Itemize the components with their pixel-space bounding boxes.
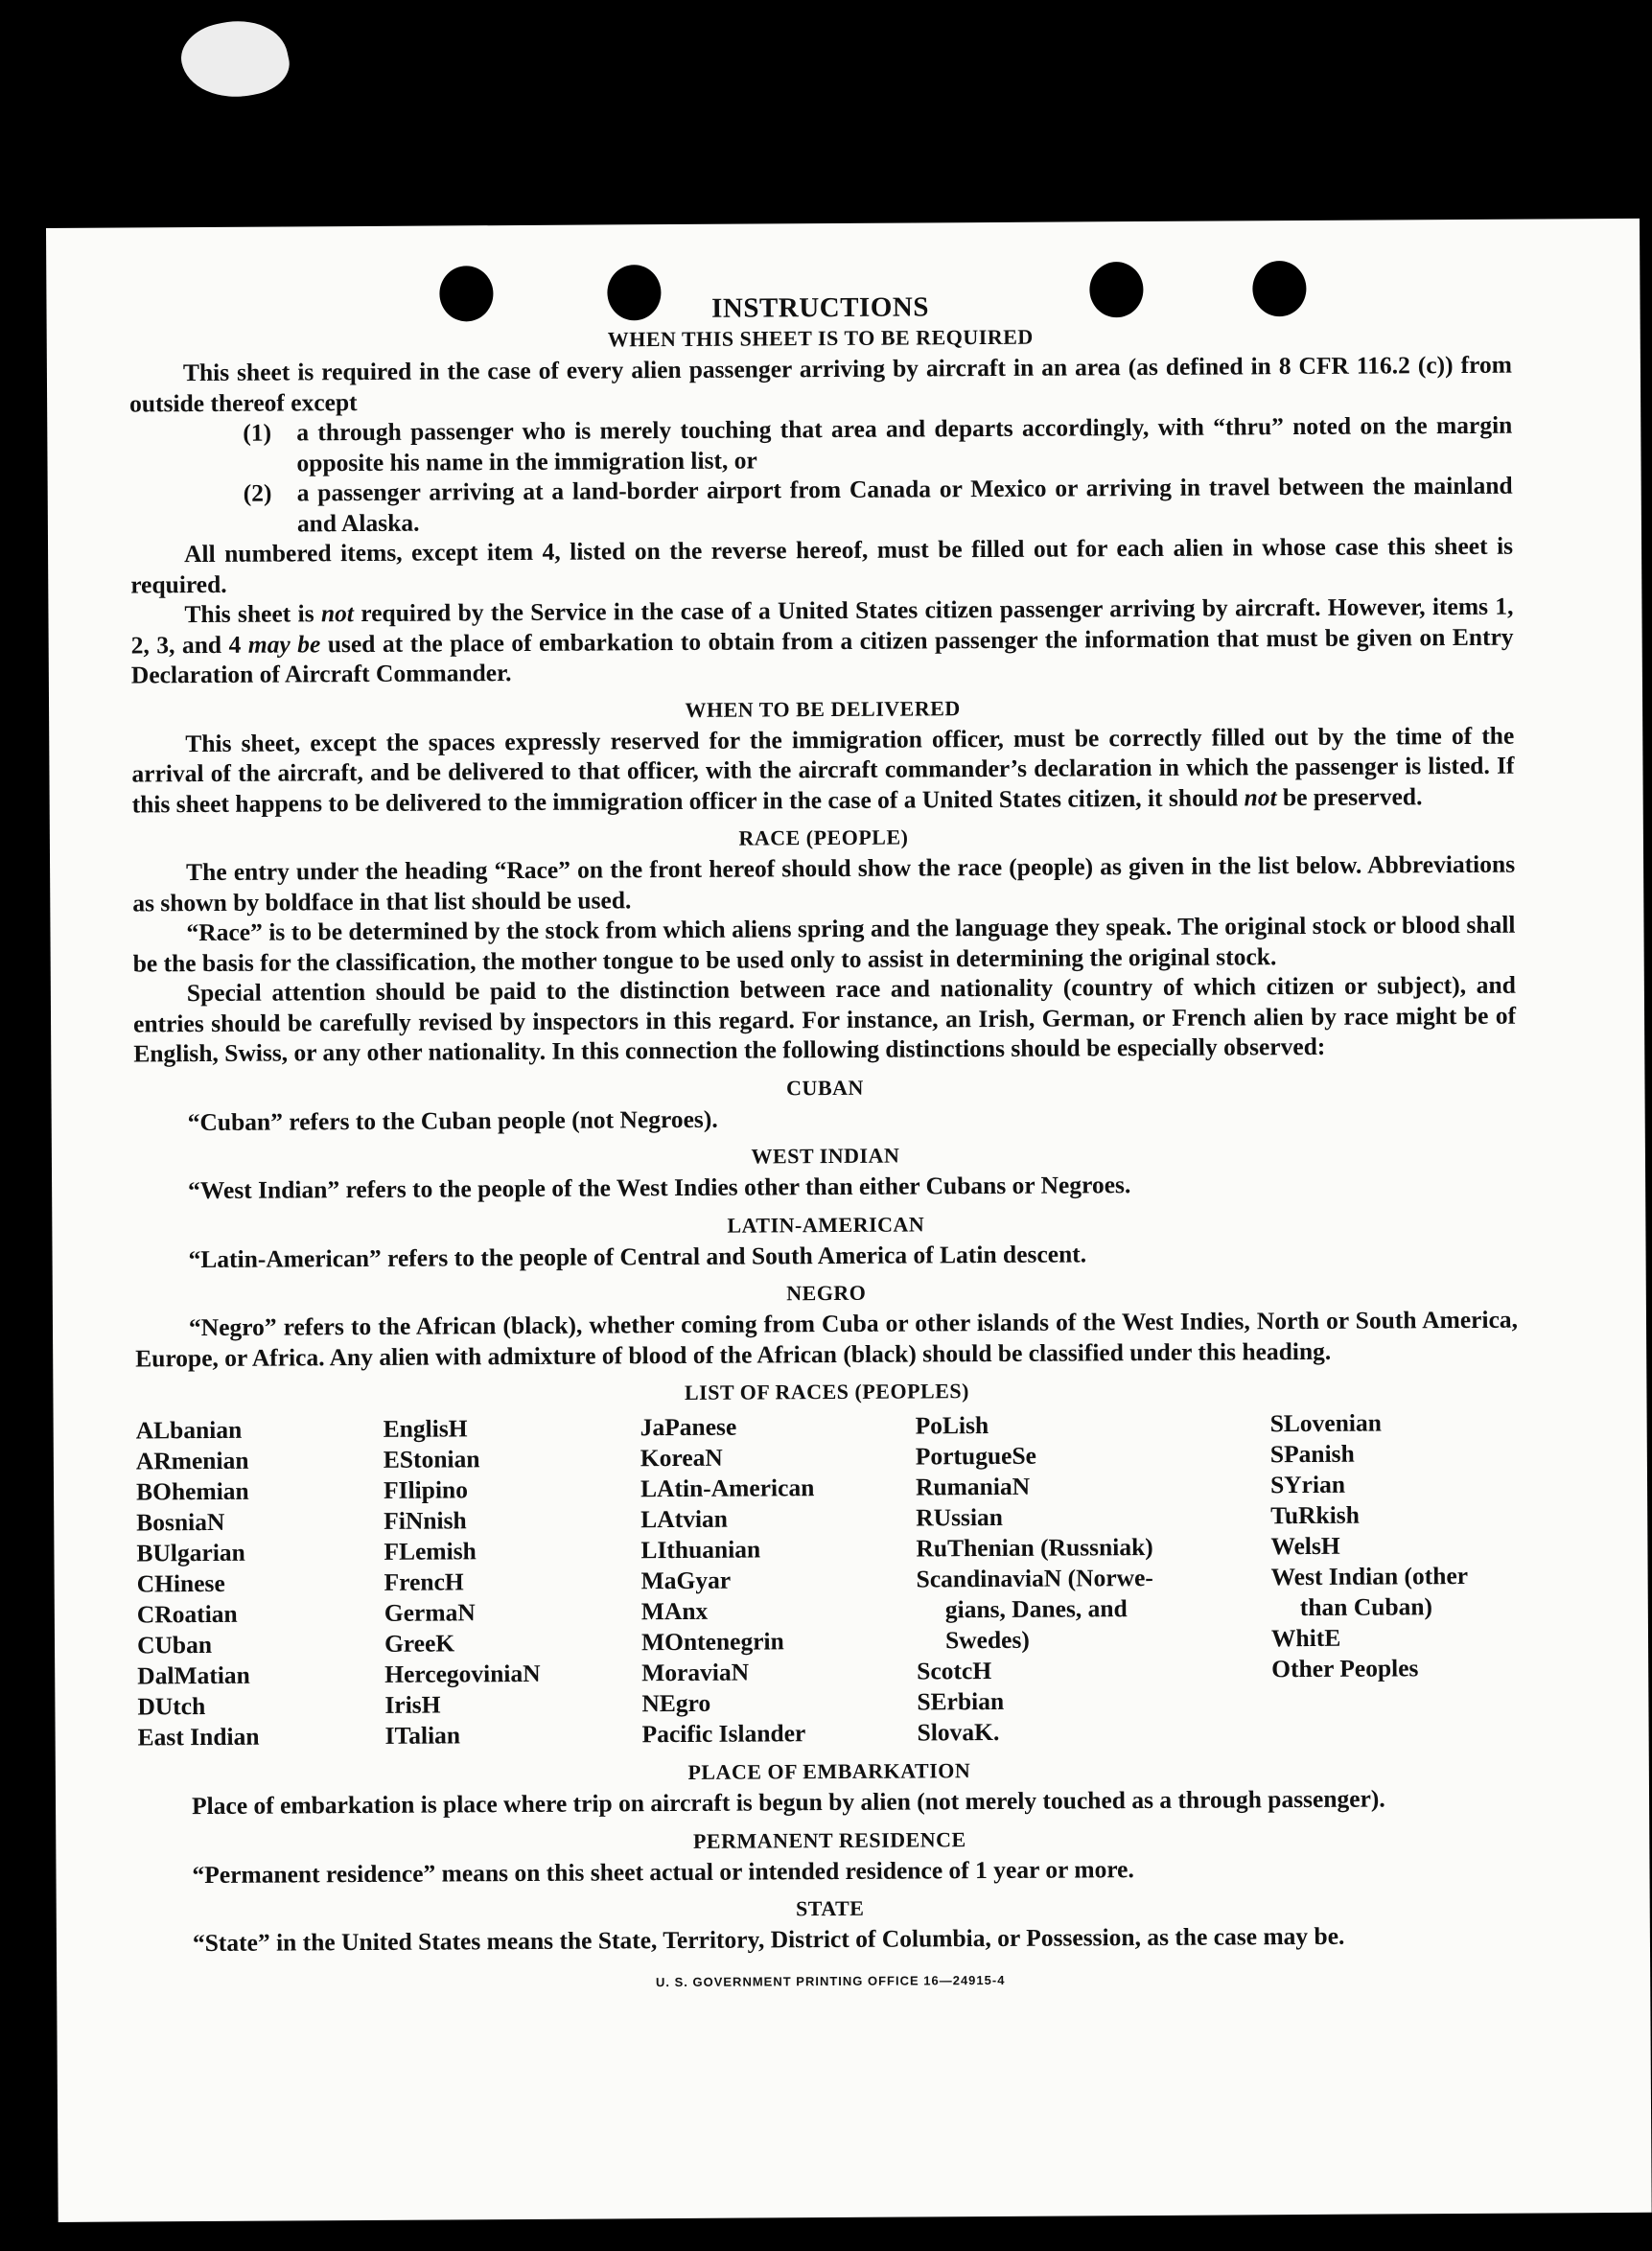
latin-american-text: “Latin-American” refers to the people of Central and South America of Latin descent. — [188, 1239, 1087, 1273]
race-entry: LAtvian — [640, 1504, 729, 1534]
section-heading-state: STATE — [795, 1895, 865, 1921]
race-entry: BUlgarian — [136, 1538, 245, 1567]
state-text: “State” in the United States means the State, Territory, District of Columbia, or Possession, as the case may be. — [192, 1921, 1345, 1958]
exception-item: (1) a through passenger who is merely touching that area and departs accordingly, with “thru” noted on the margin opposite his name in the immigration list, or — [243, 410, 1513, 476]
page-title: INSTRUCTIONS — [711, 291, 930, 324]
race-para: The entry under the heading “Race” on the front hereof should show the race (people) as given in the list below. Abbreviations as shown by boldface in that list should be used. — [132, 849, 1516, 917]
exception-item: (2) a passenger arriving at a land-border airport from Canada or Mexico or arriving in travel between the mainland and Alaska. — [243, 471, 1513, 537]
race-entry: ITalian — [384, 1721, 461, 1750]
race-entry: ScotcH — [917, 1657, 992, 1685]
race-entry: CHinese — [136, 1568, 225, 1598]
document-page — [46, 219, 1652, 2222]
race-entry: EStonian — [383, 1445, 480, 1474]
race-entry: DalMatian — [137, 1660, 250, 1690]
race-entry: BosniaN — [136, 1507, 225, 1537]
section-heading-negro: NEGRO — [786, 1280, 867, 1306]
race-entry: WhitE — [1270, 1623, 1341, 1653]
section-heading-races-list: LIST OF RACES (PEOPLES) — [684, 1379, 969, 1404]
race-entry: SYrian — [1269, 1470, 1346, 1499]
race-entry: FrencH — [384, 1567, 464, 1596]
race-entry: MOntenegrin — [640, 1627, 784, 1657]
race-entry: JaPanese — [640, 1412, 737, 1442]
race-entry: GermaN — [384, 1598, 476, 1627]
race-entry: DUtch — [137, 1692, 206, 1721]
race-entry: Pacific Islander — [641, 1719, 806, 1749]
race-entry: FIlipino — [383, 1475, 469, 1504]
race-entry: EnglisH — [383, 1414, 468, 1443]
race-entry: HercegoviniaN — [384, 1659, 541, 1688]
negro-text: “Negro” refers to the African (black), whether coming from Cuba or other islands of the West Indies, North or South America, Europe, or Africa. Any alien with admixture of blood of the African (black) should be classified under this heading. — [135, 1305, 1519, 1372]
race-entry: BOhemian — [135, 1476, 249, 1506]
required-intro: This sheet is required in the case of every alien passenger arriving by aircraft in an area (as defined in 8 CFR 116.2 (c)) from outside thereof except — [129, 350, 1512, 417]
section-heading-delivered: WHEN TO BE DELIVERED — [685, 695, 961, 722]
race-entry: LIthuanian — [640, 1535, 761, 1565]
race-para: “Race” is to be determined by the stock from which aliens spring and the language they speak. The original stock or blood shall be the basis for the classification, the mother tongue to be used only to assist in determining the original stock. — [132, 910, 1516, 977]
race-entry: LAtin-American — [640, 1474, 815, 1503]
residence-text: “Permanent residence” means on this sheet actual or intended residence of 1 year or more. — [192, 1854, 1134, 1889]
race-entry: RUssian — [916, 1502, 1004, 1532]
printer-footer: U. S. GOVERNMENT PRINTING OFFICE 16—24915-4 — [655, 1972, 1006, 1989]
race-entry: KoreaN — [640, 1443, 723, 1473]
race-entry: ARmenian — [135, 1446, 249, 1475]
race-entry: East Indian — [137, 1722, 260, 1752]
required-para-items: All numbered items, except item 4, listed on the reverse hereof, must be filled out for each alien in whose case this sheet is required. — [130, 531, 1514, 598]
race-entry: SErbian — [917, 1686, 1005, 1716]
section-heading-cuban: CUBAN — [786, 1075, 864, 1100]
required-para-citizen: This sheet is not required by the Service in the case of a United States citizen passenger arriving by aircraft. However, items 1, 2, 3, and 4 may be used at the place of embarkation to obtain from a citizen passenger the information that must be given on Entry Declaration of Aircraft Commander. — [130, 592, 1514, 689]
races-list — [136, 1407, 1521, 1753]
paper-scrap — [175, 11, 294, 107]
cuban-text: “Cuban” refers to the Cuban people (not Negroes). — [187, 1104, 718, 1136]
race-entry: IrisH — [384, 1690, 441, 1719]
race-entry: NEgro — [641, 1688, 711, 1718]
race-entry: gians, Danes, and — [944, 1594, 1128, 1624]
race-entry: GreeK — [384, 1629, 455, 1658]
section-heading-latin-american: LATIN-AMERICAN — [727, 1211, 925, 1238]
race-entry: MaGyar — [640, 1566, 732, 1595]
delivered-text: This sheet, except the spaces expressly reserved for the immigration officer, must be correctly filled out by the time of the arrival of the aircraft, and be delivered to that officer, with the aircraft commander’s declaration in which the passenger is listed. If this sheet happens to be delivered to the immigration officer in the case of a United States citizen, it should not be preserved. — [131, 721, 1515, 818]
race-entry: SlovaK. — [917, 1717, 1000, 1747]
race-entry: PortugueSe — [915, 1441, 1037, 1471]
races-column — [384, 1412, 642, 1752]
race-entry: ScandinaviaN (Norwe- — [916, 1563, 1153, 1593]
section-heading-embarkation: PLACE OF EMBARKATION — [687, 1758, 971, 1784]
race-entry: RuThenian (Russniak) — [916, 1532, 1153, 1563]
race-para: Special attention should be paid to the distinction between race and nationality (country of which citizen or subject), and entries should be carefully revised by inspectors in this regard. For instance, an Irish, German, or French alien by race might be of English, Swiss, or any other nationality. In this connection the following distinctions should be especially observed: — [132, 970, 1517, 1068]
race-entry: CRoatian — [136, 1599, 238, 1629]
races-column — [1270, 1407, 1521, 1747]
section-heading-residence: PERMANENT RESIDENCE — [692, 1826, 966, 1853]
races-column — [136, 1414, 385, 1753]
west-indian-text: “West Indian” refers to the people of the West Indies other than either Cubans or Negroes. — [188, 1171, 1131, 1205]
section-heading-west-indian: WEST INDIAN — [751, 1143, 900, 1169]
race-entry: Swedes) — [944, 1625, 1030, 1655]
race-entry: WelsH — [1270, 1531, 1340, 1561]
race-entry: West Indian (other — [1270, 1561, 1469, 1591]
race-entry: TuRkish — [1270, 1500, 1360, 1530]
race-entry: RumaniaN — [915, 1472, 1031, 1501]
instructions-content — [128, 287, 1522, 2001]
races-column — [640, 1410, 918, 1750]
race-entry: FLemish — [384, 1537, 477, 1566]
race-entry: Other Peoples — [1271, 1654, 1419, 1683]
race-entry: MoraviaN — [641, 1658, 750, 1687]
race-entry: FiNnish — [384, 1506, 467, 1535]
race-entry: ALbanian — [135, 1415, 243, 1445]
races-column — [916, 1408, 1272, 1748]
race-entry: MAnx — [640, 1596, 709, 1626]
race-entry: SPanish — [1269, 1439, 1355, 1469]
section-heading-required: WHEN THIS SHEET IS TO BE REQUIRED — [607, 324, 1034, 352]
race-entry: PoLish — [915, 1411, 989, 1440]
race-entry: SLovenian — [1269, 1408, 1382, 1438]
race-entry: than Cuban) — [1299, 1592, 1433, 1622]
embarkation-text: Place of embarkation is place where trip on aircraft is begun by alien (not merely touched as a through passenger). — [191, 1784, 1385, 1821]
race-entry: CUban — [136, 1630, 213, 1659]
section-heading-race: RACE (PEOPLE) — [738, 824, 909, 850]
